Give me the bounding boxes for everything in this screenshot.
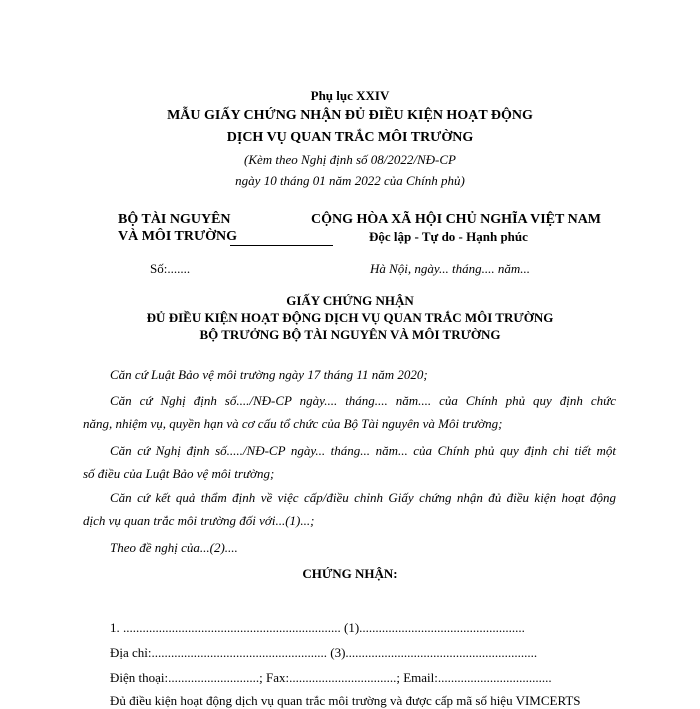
document-number: Số:....... <box>150 261 191 276</box>
basis-paragraph-3-line-1: Căn cứ Nghị định số...../NĐ-CP ngày... tháng... năm... của Chính phủ quy định chi tiết một <box>110 443 616 458</box>
basis-paragraph-3-line-2: số điều của Luật Bảo vệ môi trường; <box>83 466 275 481</box>
ministry-underline <box>230 245 333 246</box>
form-title-line-1: MẪU GIẤY CHỨNG NHẬN ĐỦ ĐIỀU KIỆN HOẠT ĐỘNG <box>167 108 533 123</box>
basis-paragraph-2-line-1: Căn cứ Nghị định số..../NĐ-CP ngày.... tháng.... năm.... của Chính phủ quy định chức <box>110 393 616 408</box>
place-and-date: Hà Nội, ngày... tháng.... năm... <box>370 261 530 276</box>
decree-reference-line-1: (Kèm theo Nghị định số 08/2022/NĐ-CP <box>244 152 456 167</box>
national-motto: Độc lập - Tự do - Hạnh phúc <box>369 229 528 244</box>
certificate-title-line-1: GIẤY CHỨNG NHẬN <box>286 293 414 308</box>
form-title-line-2: DỊCH VỤ QUAN TRẮC MÔI TRƯỜNG <box>226 130 474 145</box>
basis-paragraph-2-line-2: năng, nhiệm vụ, quyền hạn và cơ cấu tổ chức của Bộ Tài nguyên và Môi trường; <box>83 416 503 431</box>
certifies-heading: CHỨNG NHẬN: <box>302 566 398 581</box>
basis-paragraph-5: Theo đề nghị của...(2).... <box>110 540 238 555</box>
organization-name-field: 1. ................................................................... (1)................................................... <box>110 620 525 635</box>
eligibility-statement: Đủ điều kiện hoạt động dịch vụ quan trắc môi trường và được cấp mã số hiệu VIMCERTS <box>110 693 581 708</box>
ministry-name-line-2: VÀ MÔI TRƯỜNG <box>118 229 237 244</box>
address-field: Địa chỉ:...................................................... (3)........................................................... <box>110 645 538 660</box>
certificate-title-line-2: ĐỦ ĐIỀU KIỆN HOẠT ĐỘNG DỊCH VỤ QUAN TRẮC MÔI TRƯỜNG <box>146 310 554 325</box>
certificate-title-line-3: BỘ TRƯỞNG BỘ TÀI NGUYÊN VÀ MÔI TRƯỜNG <box>199 327 501 342</box>
appendix-label: Phụ lục XXIV <box>310 88 390 103</box>
contact-field: Điện thoại:............................; Fax:.................................; Email:................................... <box>110 670 552 685</box>
basis-paragraph-4-line-2: dịch vụ quan trắc môi trường đối với...(1)...; <box>83 513 315 528</box>
ministry-name-line-1: BỘ TÀI NGUYÊN <box>118 212 231 227</box>
basis-paragraph-4-line-1: Căn cứ kết quả thẩm định về việc cấp/điều chỉnh Giấy chứng nhận đủ điều kiện hoạt động <box>110 490 616 505</box>
national-title: CỘNG HÒA XÃ HỘI CHỦ NGHĨA VIỆT NAM <box>311 212 602 227</box>
basis-paragraph-1: Căn cứ Luật Bảo vệ môi trường ngày 17 tháng 11 năm 2020; <box>110 367 428 382</box>
decree-reference-line-2: ngày 10 tháng 01 năm 2022 của Chính phủ) <box>235 173 465 188</box>
